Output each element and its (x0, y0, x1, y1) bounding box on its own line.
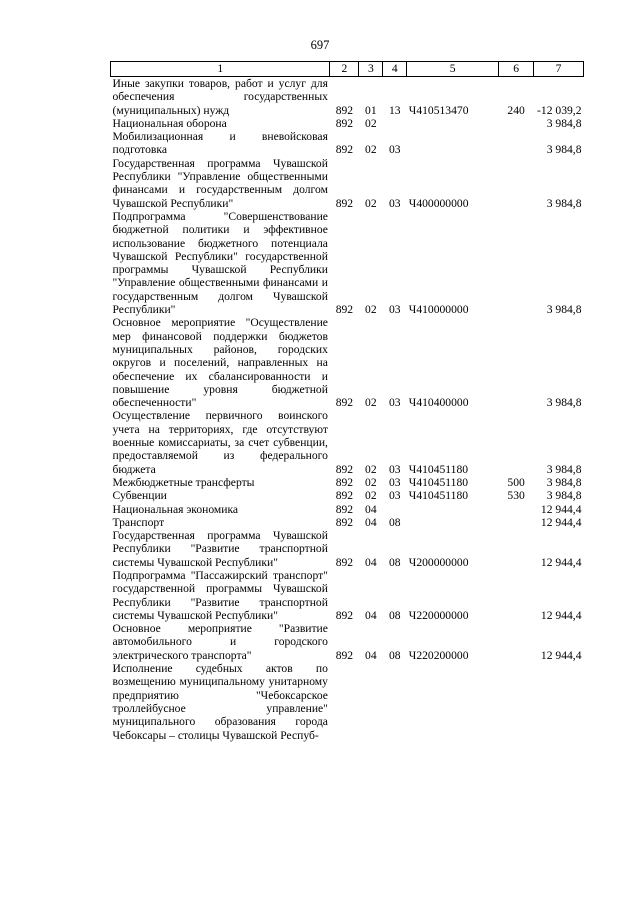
amount-value: 3 984,8 (546, 196, 582, 210)
column-header: 7 (534, 62, 584, 77)
target-article-code: Ч410000000 (408, 303, 469, 317)
subsection-code: 08 (389, 555, 401, 569)
subsection-code: 03 (389, 143, 401, 157)
expense-type-code (499, 503, 534, 516)
table-row (111, 516, 584, 529)
target-article-code: Ч220000000 (408, 608, 469, 622)
column-header: 1 (111, 62, 330, 77)
subsection-code (383, 117, 407, 130)
expense-type-code (499, 662, 534, 742)
subsection-code: 03 (389, 489, 401, 503)
budget-table (110, 61, 584, 742)
section-code: 02 (365, 462, 377, 476)
target-article-code (407, 503, 499, 516)
grbs-code: 892 (335, 303, 354, 317)
subsection-code: 08 (389, 515, 401, 529)
target-article-code: Ч410400000 (408, 396, 469, 410)
expense-type-code (499, 409, 534, 475)
row-name: Межбюджетные трансферты (112, 475, 255, 489)
column-header: 4 (383, 62, 407, 77)
section-code: 01 (365, 103, 377, 117)
table-row (111, 662, 584, 742)
row-name: Основное мероприятие "Осуществление мер финансовой поддержки бюджетов муниципальных районов, городских округов и поселений, направленных на обеспечение их сбалансированности и повышение уровня бюджетной обеспеченности" (112, 316, 328, 410)
section-code: 02 (365, 303, 377, 317)
expense-type-code (499, 117, 534, 130)
table-row (111, 77, 584, 117)
row-name: Национальная экономика (112, 502, 239, 516)
target-article-code (407, 516, 499, 529)
table-row (111, 476, 584, 489)
grbs-code: 892 (335, 475, 354, 489)
amount-value: 3 984,8 (546, 303, 582, 317)
expense-type-code: 240 (507, 103, 525, 117)
table-row (111, 117, 584, 130)
amount-value: 3 984,8 (546, 396, 582, 410)
expense-type-code (499, 622, 534, 662)
target-article-code: Ч200000000 (408, 555, 469, 569)
target-article-code: Ч410451180 (408, 475, 469, 489)
amount-value: 12 944,4 (540, 515, 582, 529)
row-name: Основное мероприятие "Развитие автомобильного и городского электрического транспорта" (112, 622, 328, 662)
amount-value: 3 984,8 (546, 462, 582, 476)
row-name: Осуществление первичного воинского учета на территориях, где отсутствуют военные комиссариаты, за счет субвенции, предоставляемой из федерального бюджета (112, 409, 328, 476)
row-name: Исполнение судебных актов по возмещению муниципальному унитарному предприятию "Чебоксарское троллейбусное управление" муниципального образования города Чебоксары – столицы Чувашской Респуб- (112, 662, 328, 742)
row-name: Субвенции (112, 489, 167, 503)
section-code: 04 (365, 555, 377, 569)
grbs-code: 892 (335, 196, 354, 210)
column-header: 2 (330, 62, 359, 77)
table-row (111, 489, 584, 502)
grbs-code: 892 (335, 143, 354, 157)
budget-table-body (111, 77, 584, 742)
section-code: 04 (365, 648, 377, 662)
subsection-code: 03 (389, 396, 401, 410)
expense-type-code (499, 529, 534, 569)
amount-value: 3 984,8 (546, 116, 582, 130)
page-number: 697 (310, 38, 330, 52)
section-code: 04 (365, 502, 377, 516)
table-row (111, 622, 584, 662)
subsection-code: 08 (389, 648, 401, 662)
subsection-code: 13 (389, 103, 401, 117)
column-number-row (111, 62, 584, 77)
amount-value: 12 944,4 (540, 608, 582, 622)
grbs-code: 892 (335, 103, 354, 117)
row-name: Подпрограмма "Пассажирский транспорт" государственной программы Чувашской Республики "Развитие транспортной системы Чувашской Республики" (112, 568, 328, 622)
grbs-code: 892 (335, 648, 354, 662)
grbs-code: 892 (335, 396, 354, 410)
target-article-code: Ч410451180 (408, 462, 469, 476)
target-article-code (407, 662, 499, 742)
table-row (111, 529, 584, 569)
section-code: 02 (365, 116, 377, 130)
grbs-code: 892 (335, 462, 354, 476)
table-row (111, 130, 584, 157)
amount-value: 12 944,4 (540, 648, 582, 662)
grbs-code: 892 (335, 502, 354, 516)
table-row (111, 210, 584, 316)
row-name: Государственная программа Чувашской Республики "Развитие транспортной системы Чувашской Республики" (112, 529, 328, 569)
subsection-code (383, 662, 407, 742)
row-name: Иные закупки товаров, работ и услуг для обеспечения государственных (муниципальных) нужд (112, 77, 328, 117)
amount-value: 12 944,4 (540, 555, 582, 569)
section-code: 02 (365, 396, 377, 410)
section-code: 02 (365, 489, 377, 503)
row-name: Национальная оборона (112, 116, 227, 130)
grbs-code: 892 (335, 608, 354, 622)
row-name: Государственная программа Чувашской Республики "Управление общественными финансами и государственным долгом Чувашской Республики" (112, 156, 328, 210)
section-code: 04 (365, 515, 377, 529)
section-code (359, 662, 383, 742)
section-code: 04 (365, 608, 377, 622)
expense-type-code (499, 516, 534, 529)
column-header: 3 (359, 62, 383, 77)
expense-type-code (499, 316, 534, 409)
expense-type-code (499, 157, 534, 210)
amount-value (534, 662, 584, 742)
section-code: 02 (365, 475, 377, 489)
target-article-code: Ч400000000 (408, 196, 469, 210)
table-row (111, 569, 584, 622)
subsection-code: 03 (389, 475, 401, 489)
expense-type-code (499, 210, 534, 316)
subsection-code: 03 (389, 303, 401, 317)
subsection-code: 08 (389, 608, 401, 622)
subsection-code (383, 503, 407, 516)
expense-type-code: 530 (507, 489, 525, 503)
grbs-code: 892 (335, 555, 354, 569)
amount-value: 3 984,8 (546, 489, 582, 503)
target-article-code: Ч410451180 (408, 489, 469, 503)
grbs-code: 892 (335, 489, 354, 503)
grbs-code: 892 (335, 515, 354, 529)
amount-value: -12 039,2 (537, 103, 582, 117)
table-row (111, 316, 584, 409)
section-code: 02 (365, 196, 377, 210)
table-row (111, 157, 584, 210)
target-article-code: Ч410513470 (408, 103, 469, 117)
amount-value: 3 984,8 (546, 143, 582, 157)
section-code: 02 (365, 143, 377, 157)
target-article-code (407, 117, 499, 130)
row-name: Транспорт (112, 515, 165, 529)
expense-type-code (499, 130, 534, 157)
amount-value: 3 984,8 (546, 475, 582, 489)
target-article-code (407, 130, 499, 157)
grbs-code: 892 (335, 116, 354, 130)
column-header: 6 (499, 62, 534, 77)
expense-type-code (499, 569, 534, 622)
amount-value: 12 944,4 (540, 502, 582, 516)
subsection-code: 03 (389, 462, 401, 476)
row-name: Мобилизационная и вневойсковая подготовка (112, 130, 328, 157)
column-header: 5 (407, 62, 499, 77)
target-article-code: Ч220200000 (408, 648, 469, 662)
grbs-code (330, 662, 359, 742)
expense-type-code: 500 (507, 475, 525, 489)
table-row (111, 503, 584, 516)
table-row (111, 409, 584, 475)
row-name: Подпрограмма "Совершенствование бюджетной политики и эффективное использование бюджетного потенциала Чувашской Республики" государственной программы Чувашской Республики "Управление общественными финансами и государственным долгом Чувашской Республики" (112, 209, 328, 317)
subsection-code: 03 (389, 196, 401, 210)
